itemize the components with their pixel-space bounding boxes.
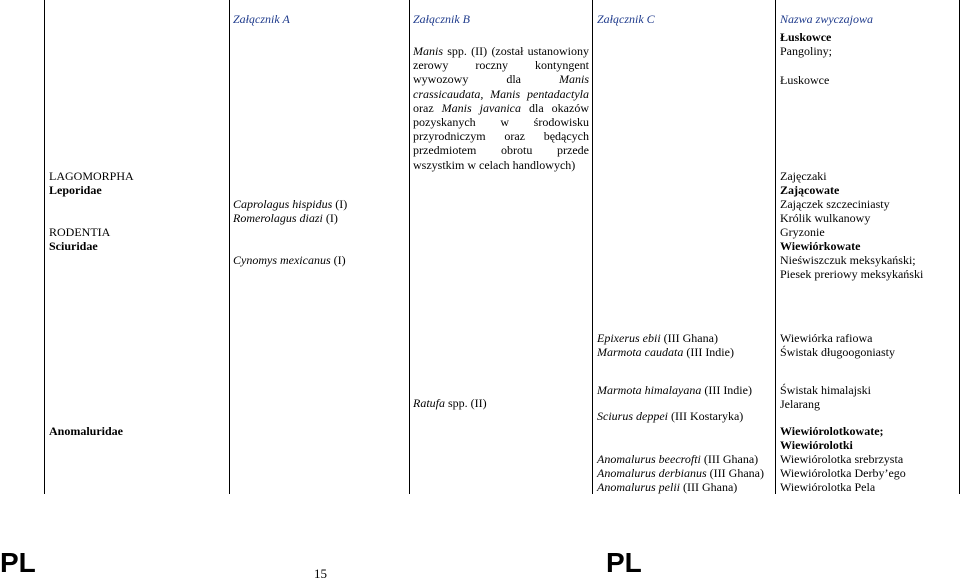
- appendix-caprolagus: (I): [332, 197, 348, 211]
- manis-common-1: Łuskowce: [780, 30, 832, 44]
- appendix-anomalurus-pelii: (III Ghana): [680, 480, 738, 494]
- footer-lang-left: PL: [0, 547, 36, 578]
- manis-note-3: dla okazów pozyskanych w środowisku przyrodniczym oraz będących przedmiotem obrotu przede wszystkim w celach handlowych): [413, 100, 589, 172]
- common-rodentia: Gryzonie: [780, 225, 825, 239]
- annex-c-marmota-caudata: [597, 345, 734, 359]
- common-sciuridae: Wiewiórkowate: [780, 239, 861, 253]
- species-anomalurus-pelii: Anomalurus pelii: [597, 480, 680, 494]
- appendix-romerolagus: (I): [322, 211, 338, 225]
- header-annex-c: Załącznik C: [597, 12, 655, 26]
- common-marmota-caudata: Świstak długoogoniasty: [780, 345, 896, 359]
- annex-c-sciurus-deppei: [597, 409, 743, 423]
- appendix-cynomys: (I): [330, 253, 346, 267]
- table-line-left: [44, 0, 45, 494]
- footer-lang-right: PL: [606, 547, 642, 578]
- common-anomaluridae-1: Wiewiórolotkowate;: [780, 424, 884, 438]
- annex-c-anomalurus-derbianus: [597, 466, 764, 480]
- appendix-anomalurus-beecrofti: (III Ghana): [700, 452, 759, 466]
- header-annex-a: Załącznik A: [233, 12, 290, 26]
- species-marmota-himalayana: Marmota himalayana: [597, 383, 702, 397]
- annex-c-epixerus: [597, 331, 718, 345]
- family-sciuridae: Sciuridae: [49, 239, 98, 253]
- appendix-marmota-caudata: (III Indie): [683, 345, 734, 359]
- common-marmota-himalayana: Świstak himalajski: [780, 383, 871, 397]
- species-romerolagus: Romerolagus diazi: [233, 211, 323, 225]
- family-leporidae: Leporidae: [49, 183, 102, 197]
- manis-genus: Manis: [413, 44, 443, 58]
- species-anomalurus-derbianus: Anomalurus derbianus: [597, 466, 707, 480]
- species-marmota-caudata: Marmota caudata: [597, 345, 684, 359]
- annex-b-ratufa: [413, 396, 487, 410]
- common-caprolagus: Zajączek szczeciniasty: [780, 197, 890, 211]
- annex-a-caprolagus: [233, 197, 347, 211]
- appendix-marmota-himalayana: (III Indie): [701, 383, 752, 397]
- page-number: 15: [314, 566, 327, 581]
- table-line-c: [592, 0, 593, 494]
- header-common-name: Nazwa zwyczajowa: [780, 12, 874, 26]
- manis-species-1: Manis crassicaudata, Manis pentadactyla: [413, 72, 589, 101]
- order-lagomorpha: LAGOMORPHA: [49, 169, 134, 183]
- manis-note-1: (został ustanowiony zerowy roczny kontyngent wywozowy dla: [413, 44, 590, 87]
- annex-c-anomalurus-pelii: [597, 480, 737, 494]
- species-cynomys: Cynomys mexicanus: [233, 253, 331, 267]
- manis-note-2: oraz: [413, 100, 442, 115]
- manis-common-2: Pangoliny;: [780, 44, 833, 58]
- common-cynomys-1: Nieświszczuk meksykański;: [780, 253, 916, 267]
- common-cynomys-2: Piesek preriowy meksykański: [780, 267, 924, 281]
- annex-c-marmota-himalayana: [597, 383, 752, 397]
- table-line-b: [409, 0, 410, 494]
- order-rodentia: RODENTIA: [49, 225, 111, 239]
- common-anomalurus-beecrofti: Wiewiórolotka srebrzysta: [780, 452, 904, 466]
- common-anomalurus-derbianus: Wiewiórolotka Derby’ego: [780, 466, 906, 480]
- common-ratufa: Jelarang: [780, 397, 820, 411]
- manis-species-2: Manis javanica: [441, 100, 521, 115]
- common-romerolagus: Królik wulkanowy: [780, 211, 871, 225]
- family-anomaluridae: Anomaluridae: [49, 424, 124, 438]
- manis-spp: spp. (II): [443, 44, 488, 58]
- manis-entry: [413, 44, 589, 172]
- table-line-name: [775, 0, 776, 494]
- common-leporidae: Zającowate: [780, 183, 840, 197]
- species-caprolagus: Caprolagus hispidus: [233, 197, 333, 211]
- appendix-epixerus: (III Ghana): [660, 331, 718, 345]
- appendix-anomalurus-derbianus: (III Ghana): [706, 466, 764, 480]
- annex-a-romerolagus: [233, 211, 338, 225]
- appendix-sciurus-deppei: (III Kostaryka): [668, 409, 744, 423]
- annex-a-cynomys: [233, 253, 346, 267]
- header-annex-b: Załącznik B: [413, 12, 470, 26]
- appendix-ratufa: spp. (II): [445, 396, 487, 410]
- table-line-a: [229, 0, 230, 494]
- common-epixerus: Wiewiórka rafiowa: [780, 331, 873, 345]
- species-sciurus-deppei: Sciurus deppei: [597, 409, 668, 423]
- species-epixerus: Epixerus ebii: [597, 331, 661, 345]
- common-anomalurus-pelii: Wiewiórolotka Pela: [780, 480, 876, 494]
- manis-common-3: Łuskowce: [780, 73, 830, 87]
- annex-c-anomalurus-beecrofti: [597, 452, 758, 466]
- species-anomalurus-beecrofti: Anomalurus beecrofti: [597, 452, 701, 466]
- genus-ratufa: Ratufa: [413, 396, 445, 410]
- common-lagomorpha: Zajęczaki: [780, 169, 827, 183]
- common-anomaluridae-2: Wiewiórolotki: [780, 438, 853, 452]
